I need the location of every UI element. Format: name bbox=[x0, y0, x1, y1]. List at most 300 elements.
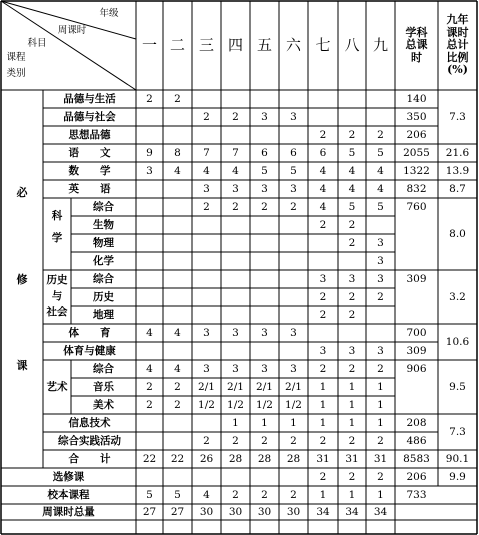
ratio-header-line: 课时 bbox=[446, 25, 469, 39]
grade-hours-value bbox=[192, 414, 221, 432]
total-hours-header bbox=[395, 15, 438, 76]
grade-hours-value: 4 bbox=[348, 182, 356, 195]
subject-name: 合 计 bbox=[68, 452, 111, 465]
header-category-label-line2: 类别 bbox=[6, 68, 26, 80]
grade-hours-value: 9 bbox=[146, 146, 153, 159]
grade-hours-value: 4 bbox=[174, 164, 181, 177]
subject-name: 化学 bbox=[93, 254, 114, 267]
grade-hours-value: 2/1 bbox=[227, 380, 244, 393]
grade-hours-value bbox=[163, 414, 192, 432]
grade-header-2: 二 bbox=[169, 36, 185, 54]
grade-hours-value bbox=[250, 234, 279, 252]
grade-hours-value: 30 bbox=[257, 505, 272, 518]
total-hours-value: 760 bbox=[406, 200, 427, 213]
subject-name: 英 语 bbox=[68, 182, 111, 195]
subject-name: 体育与健康 bbox=[63, 344, 116, 357]
grade-hours-value: 4 bbox=[348, 164, 356, 177]
ratio-header-line: (%) bbox=[447, 63, 468, 77]
grade-hours-value bbox=[221, 90, 250, 108]
grade-hours-value bbox=[250, 270, 279, 288]
grade-hours-value bbox=[163, 252, 192, 270]
grade-header-5: 五 bbox=[256, 36, 272, 54]
grade-hours-value: 1/2 bbox=[227, 398, 244, 411]
grade-hours-value: 2 bbox=[146, 398, 153, 411]
grade-hours-value bbox=[279, 234, 308, 252]
grade-hours-value bbox=[250, 342, 279, 360]
grade-hours-value: 3 bbox=[319, 272, 327, 285]
grade-hours-value bbox=[136, 342, 163, 360]
grade-hours-value: 5 bbox=[348, 200, 356, 213]
total-hours-value: 2055 bbox=[403, 146, 430, 159]
grade-hours-value: 2 bbox=[232, 110, 239, 123]
subject-name: 历史 bbox=[93, 290, 114, 303]
total-hours-value: 700 bbox=[406, 326, 427, 339]
grade-hours-value: 4 bbox=[377, 164, 384, 177]
total-hours-value: 733 bbox=[406, 488, 427, 501]
ratio-value: 7.3 bbox=[449, 110, 466, 123]
total-hours-header-line: 学科 bbox=[405, 25, 428, 39]
grade-hours-value bbox=[250, 252, 279, 270]
grade-hours-value: 2 bbox=[348, 236, 356, 249]
grade-hours-value: 7 bbox=[203, 146, 210, 159]
grade-hours-value: 2 bbox=[290, 488, 297, 501]
grade-hours-value: 1 bbox=[232, 416, 239, 429]
grade-hours-value: 1/2 bbox=[285, 398, 302, 411]
grade-hours-value bbox=[279, 342, 308, 360]
subject-name: 周课时总量 bbox=[42, 505, 95, 518]
grade-hours-value bbox=[192, 306, 221, 324]
ratio-value: 3.2 bbox=[449, 290, 466, 303]
grade-hours-value: 3 bbox=[261, 362, 268, 375]
grade-hours-value: 1/2 bbox=[256, 398, 273, 411]
grade-hours-value bbox=[163, 198, 192, 216]
grade-hours-value: 2 bbox=[377, 470, 384, 483]
grade-hours-value: 8 bbox=[174, 146, 181, 159]
grade-hours-value bbox=[136, 468, 163, 486]
grade-hours-value bbox=[250, 306, 279, 324]
grade-hours-value: 2 bbox=[377, 290, 384, 303]
grade-hours-value: 3 bbox=[377, 272, 384, 285]
subject-name: 综合 bbox=[93, 272, 114, 285]
grade-hours-value: 1 bbox=[290, 416, 297, 429]
subject-name: 体 育 bbox=[68, 326, 111, 339]
ratio-header bbox=[438, 7, 477, 84]
grade-hours-value bbox=[308, 108, 338, 126]
grade-hours-value bbox=[136, 414, 163, 432]
grade-hours-value: 3 bbox=[232, 362, 239, 375]
subject-name: 生物 bbox=[93, 218, 114, 231]
grade-hours-value: 2 bbox=[377, 434, 384, 447]
grade-hours-value: 5 bbox=[377, 146, 384, 159]
grade-hours-value bbox=[221, 306, 250, 324]
grade-hours-value bbox=[366, 90, 395, 108]
grade-hours-value: 3 bbox=[290, 362, 297, 375]
grade-hours-value: 2 bbox=[232, 434, 239, 447]
grade-hours-value: 26 bbox=[199, 452, 214, 465]
grade-hours-value: 2 bbox=[348, 290, 356, 303]
grade-hours-value bbox=[163, 270, 192, 288]
ratio-header-line: 总计 bbox=[446, 38, 469, 52]
grade-hours-value: 5 bbox=[174, 488, 181, 501]
grade-hours-value bbox=[366, 108, 395, 126]
grade-hours-value: 3 bbox=[290, 182, 297, 195]
subject-name: 数 学 bbox=[68, 164, 111, 177]
grade-hours-value bbox=[163, 126, 192, 144]
grade-hours-value: 4 bbox=[146, 326, 153, 339]
grade-hours-value: 2 bbox=[146, 380, 153, 393]
grade-hours-value: 1 bbox=[319, 398, 327, 411]
grade-hours-value bbox=[163, 234, 192, 252]
total-hours-value: 486 bbox=[406, 434, 427, 447]
group-label-history-society: 与 bbox=[51, 289, 63, 302]
subject-name: 品德与生活 bbox=[63, 92, 116, 105]
header-weekly-hours-label: 周课时 bbox=[57, 25, 87, 37]
grade-hours-value bbox=[366, 306, 395, 324]
ratio-value: 7.3 bbox=[449, 425, 466, 438]
grade-hours-value: 4 bbox=[146, 362, 153, 375]
grade-hours-value: 2/1 bbox=[198, 380, 215, 393]
grade-hours-value: 2 bbox=[203, 110, 210, 123]
subject-name: 语 文 bbox=[68, 146, 111, 159]
grade-hours-value: 1 bbox=[319, 380, 327, 393]
grade-hours-value: 4 bbox=[174, 326, 181, 339]
grade-hours-value bbox=[163, 468, 192, 486]
total-hours-value: 309 bbox=[406, 272, 427, 285]
group-label-arts: 艺术 bbox=[46, 380, 68, 393]
group-label-science-char: 科 bbox=[51, 209, 63, 222]
grade-hours-value: 27 bbox=[170, 505, 185, 518]
grade-hours-value: 5 bbox=[377, 200, 384, 213]
grade-hours-value: 2 bbox=[261, 488, 268, 501]
grade-hours-value bbox=[250, 216, 279, 234]
subject-name: 选修课 bbox=[52, 470, 85, 483]
grade-hours-value bbox=[366, 324, 395, 342]
grade-hours-value: 2 bbox=[290, 200, 297, 213]
grade-hours-value: 2 bbox=[377, 362, 384, 375]
grade-hours-value: 2/1 bbox=[256, 380, 273, 393]
grade-hours-value bbox=[136, 234, 163, 252]
grade-hours-value bbox=[192, 468, 221, 486]
grade-hours-value bbox=[192, 126, 221, 144]
grade-hours-value: 3 bbox=[290, 326, 297, 339]
grade-hours-value: 2 bbox=[232, 200, 239, 213]
grade-hours-value: 2 bbox=[319, 218, 327, 231]
grade-hours-value bbox=[279, 288, 308, 306]
grade-hours-value bbox=[136, 432, 163, 450]
grade-hours-value: 2 bbox=[319, 128, 327, 141]
grade-hours-value bbox=[136, 198, 163, 216]
grade-hours-value bbox=[250, 126, 279, 144]
total-hours-value: 206 bbox=[406, 470, 427, 483]
grade-hours-value bbox=[221, 342, 250, 360]
grade-hours-value: 3 bbox=[319, 344, 327, 357]
grade-hours-value: 2 bbox=[319, 362, 327, 375]
grade-hours-value bbox=[192, 90, 221, 108]
grade-hours-value: 2 bbox=[290, 434, 297, 447]
grade-hours-value bbox=[221, 216, 250, 234]
ratio-header-line: 比例 bbox=[446, 50, 469, 64]
grade-hours-value: 3 bbox=[232, 182, 239, 195]
grade-hours-value bbox=[279, 126, 308, 144]
grade-hours-value: 2 bbox=[174, 92, 181, 105]
grade-hours-value: 2 bbox=[348, 362, 356, 375]
grade-hours-value: 31 bbox=[316, 452, 330, 465]
grade-hours-value bbox=[279, 216, 308, 234]
grade-hours-value: 5 bbox=[348, 146, 356, 159]
grade-header-4: 四 bbox=[227, 36, 243, 54]
grade-hours-value: 3 bbox=[146, 164, 153, 177]
ratio-value: 9.9 bbox=[449, 470, 466, 483]
grade-hours-value: 2 bbox=[174, 380, 181, 393]
grade-hours-value: 2 bbox=[377, 128, 384, 141]
grade-hours-value: 1 bbox=[377, 488, 384, 501]
grade-hours-value: 1/2 bbox=[198, 398, 215, 411]
subject-name: 思想品德 bbox=[68, 128, 111, 141]
grade-hours-value bbox=[163, 306, 192, 324]
total-hours-value: 206 bbox=[406, 128, 427, 141]
total-hours-value: 350 bbox=[406, 110, 427, 123]
grade-hours-value: 6 bbox=[261, 146, 268, 159]
group-label-history-society: 历史 bbox=[46, 273, 68, 286]
ratio-value: 90.1 bbox=[445, 452, 470, 465]
subject-name: 综合 bbox=[93, 362, 114, 375]
grade-hours-value bbox=[136, 288, 163, 306]
grade-hours-value bbox=[221, 270, 250, 288]
grade-hours-value: 28 bbox=[228, 452, 243, 465]
required-course-label-char: 必 bbox=[16, 185, 28, 199]
header-category-label-line1: 课程 bbox=[6, 52, 26, 64]
subject-name: 校本课程 bbox=[47, 488, 90, 501]
grade-hours-value bbox=[163, 432, 192, 450]
grade-hours-value: 2 bbox=[348, 218, 356, 231]
grade-hours-value bbox=[308, 252, 338, 270]
grade-header-9: 九 bbox=[372, 36, 388, 54]
grade-hours-value: 31 bbox=[345, 452, 359, 465]
grade-hours-value: 3 bbox=[203, 182, 210, 195]
grade-hours-value bbox=[192, 288, 221, 306]
grade-hours-value: 34 bbox=[345, 505, 359, 518]
grade-hours-value bbox=[136, 180, 163, 198]
grade-hours-value bbox=[163, 342, 192, 360]
grade-hours-value bbox=[279, 306, 308, 324]
grade-hours-value: 3 bbox=[261, 326, 268, 339]
grade-hours-value: 4 bbox=[319, 182, 327, 195]
ratio-header-line: 九年 bbox=[446, 12, 469, 26]
grade-hours-value: 2 bbox=[203, 200, 210, 213]
grade-hours-value: 1 bbox=[348, 416, 356, 429]
grade-hours-value: 30 bbox=[286, 505, 301, 518]
grade-hours-value bbox=[308, 90, 338, 108]
grade-hours-value bbox=[338, 252, 366, 270]
grade-hours-value: 2 bbox=[261, 200, 268, 213]
header-subject-label: 科目 bbox=[27, 38, 47, 50]
grade-hours-value: 1 bbox=[348, 488, 356, 501]
subject-name: 音乐 bbox=[93, 380, 114, 393]
grade-hours-value bbox=[163, 108, 192, 126]
grade-hours-value bbox=[163, 288, 192, 306]
grade-hours-value: 1 bbox=[348, 398, 356, 411]
grade-hours-value: 2 bbox=[232, 488, 239, 501]
grade-hours-value: 31 bbox=[373, 452, 388, 465]
grade-hours-value bbox=[279, 270, 308, 288]
grade-hours-value: 34 bbox=[373, 505, 388, 518]
grade-hours-value: 1 bbox=[348, 380, 356, 393]
grade-hours-value: 22 bbox=[142, 452, 157, 465]
grade-hours-value bbox=[221, 234, 250, 252]
grade-hours-value bbox=[163, 216, 192, 234]
ratio-value: 21.6 bbox=[445, 146, 470, 159]
grade-hours-value: 5 bbox=[146, 488, 153, 501]
grade-hours-value bbox=[192, 252, 221, 270]
grade-hours-value bbox=[136, 108, 163, 126]
grade-hours-value: 2 bbox=[319, 470, 327, 483]
grade-hours-value: 3 bbox=[261, 182, 268, 195]
grade-hours-value: 28 bbox=[257, 452, 272, 465]
subject-name: 综合 bbox=[93, 200, 114, 213]
total-hours-value: 8583 bbox=[403, 452, 430, 465]
grade-hours-value: 1 bbox=[319, 416, 327, 429]
total-hours-header-line: 时 bbox=[411, 50, 422, 64]
group-label-science-char: 学 bbox=[51, 231, 63, 244]
grade-hours-value: 2 bbox=[319, 434, 327, 447]
grade-hours-value bbox=[136, 306, 163, 324]
grade-hours-value bbox=[338, 90, 366, 108]
grade-header-6: 六 bbox=[285, 36, 301, 54]
grade-hours-value: 2 bbox=[319, 308, 327, 321]
grade-hours-value: 2 bbox=[203, 434, 210, 447]
grade-hours-value: 2 bbox=[261, 434, 268, 447]
grade-hours-value: 2 bbox=[348, 128, 356, 141]
grade-hours-value: 4 bbox=[232, 164, 239, 177]
grade-hours-value bbox=[136, 252, 163, 270]
ratio-value: 8.0 bbox=[449, 227, 466, 240]
ratio-value: 10.6 bbox=[445, 335, 470, 348]
grade-hours-value bbox=[338, 324, 366, 342]
grade-hours-value: 3 bbox=[290, 110, 297, 123]
total-hours-value bbox=[395, 504, 438, 520]
grade-hours-value: 2 bbox=[348, 434, 356, 447]
subject-name: 地理 bbox=[93, 308, 114, 321]
grade-hours-value bbox=[163, 180, 192, 198]
grade-hours-value bbox=[250, 468, 279, 486]
grade-hours-value: 2 bbox=[319, 290, 327, 303]
grade-hours-value bbox=[192, 234, 221, 252]
group-label-history-society: 社会 bbox=[46, 305, 68, 318]
grade-hours-value bbox=[192, 270, 221, 288]
grade-hours-value: 3 bbox=[203, 326, 210, 339]
grade-hours-value: 6 bbox=[319, 146, 327, 159]
grade-hours-value: 28 bbox=[286, 452, 301, 465]
grade-hours-value bbox=[221, 126, 250, 144]
grade-hours-value: 2 bbox=[174, 398, 181, 411]
grade-hours-value: 2 bbox=[348, 470, 356, 483]
ratio-value: 9.5 bbox=[449, 380, 466, 393]
grade-header-8: 八 bbox=[344, 36, 360, 54]
grade-hours-value: 1 bbox=[377, 398, 384, 411]
ratio-value: 13.9 bbox=[445, 164, 470, 177]
required-course-label-char: 课 bbox=[16, 359, 28, 373]
grade-hours-value: 1 bbox=[377, 416, 384, 429]
grade-hours-value: 3 bbox=[232, 326, 239, 339]
grade-hours-value: 6 bbox=[290, 146, 297, 159]
subject-name: 信息技术 bbox=[68, 416, 111, 429]
grade-hours-value bbox=[192, 216, 221, 234]
grade-hours-value: 2 bbox=[348, 308, 356, 321]
grade-hours-value bbox=[136, 216, 163, 234]
total-hours-value: 832 bbox=[406, 182, 427, 195]
grade-hours-value: 4 bbox=[203, 488, 210, 501]
total-hours-value: 309 bbox=[406, 344, 427, 357]
grade-hours-value: 22 bbox=[170, 452, 185, 465]
total-hours-header-line: 总课 bbox=[405, 38, 428, 52]
total-hours-value: 140 bbox=[406, 92, 427, 105]
subject-name: 美术 bbox=[93, 398, 114, 411]
grade-hours-value: 27 bbox=[142, 505, 157, 518]
grade-hours-value: 3 bbox=[377, 344, 384, 357]
grade-hours-value: 2/1 bbox=[285, 380, 302, 393]
grade-hours-value bbox=[192, 342, 221, 360]
subject-name: 品德与社会 bbox=[63, 110, 116, 123]
grade-hours-value bbox=[279, 90, 308, 108]
grade-header-3: 三 bbox=[198, 36, 214, 54]
grade-hours-value: 4 bbox=[319, 164, 327, 177]
grade-hours-value bbox=[221, 468, 250, 486]
grade-hours-value: 34 bbox=[316, 505, 330, 518]
subject-name: 综合实践活动 bbox=[58, 434, 121, 447]
grade-hours-value bbox=[136, 270, 163, 288]
subject-name: 物理 bbox=[93, 236, 114, 249]
grade-hours-value bbox=[308, 234, 338, 252]
grade-header-7: 七 bbox=[315, 36, 331, 54]
grade-header-1: 一 bbox=[141, 36, 157, 54]
required-course-label-char: 修 bbox=[16, 272, 28, 286]
grade-hours-value: 5 bbox=[290, 164, 297, 177]
grade-hours-value bbox=[279, 468, 308, 486]
grade-hours-value: 30 bbox=[199, 505, 214, 518]
grade-hours-value: 1 bbox=[319, 488, 327, 501]
grade-hours-value bbox=[338, 108, 366, 126]
ratio-value: 8.7 bbox=[449, 182, 466, 195]
grade-hours-value bbox=[308, 324, 338, 342]
grade-hours-value bbox=[279, 252, 308, 270]
grade-hours-value: 3 bbox=[377, 254, 384, 267]
grade-hours-value bbox=[366, 216, 395, 234]
grade-hours-value bbox=[250, 90, 279, 108]
grade-hours-value bbox=[250, 288, 279, 306]
grade-hours-value: 4 bbox=[203, 164, 210, 177]
grade-hours-value: 3 bbox=[377, 236, 384, 249]
grade-hours-value bbox=[136, 126, 163, 144]
total-hours-value: 1322 bbox=[403, 164, 430, 177]
grade-hours-value: 3 bbox=[203, 362, 210, 375]
grade-hours-value: 7 bbox=[232, 146, 239, 159]
grade-hours-value: 3 bbox=[261, 110, 268, 123]
header-grade-label: 年级 bbox=[99, 8, 119, 20]
grade-hours-value bbox=[221, 288, 250, 306]
grade-hours-value: 3 bbox=[348, 272, 356, 285]
total-hours-value: 208 bbox=[406, 416, 427, 429]
grade-hours-value: 30 bbox=[228, 505, 243, 518]
grade-hours-value: 4 bbox=[377, 182, 384, 195]
grade-hours-value: 3 bbox=[348, 344, 356, 357]
total-hours-value: 906 bbox=[406, 362, 427, 375]
grade-hours-value: 1 bbox=[261, 416, 268, 429]
grade-hours-value: 1 bbox=[377, 380, 384, 393]
grade-hours-value: 4 bbox=[174, 362, 181, 375]
grade-hours-value: 4 bbox=[319, 200, 327, 213]
grade-hours-value bbox=[221, 252, 250, 270]
grade-hours-value: 2 bbox=[146, 92, 153, 105]
